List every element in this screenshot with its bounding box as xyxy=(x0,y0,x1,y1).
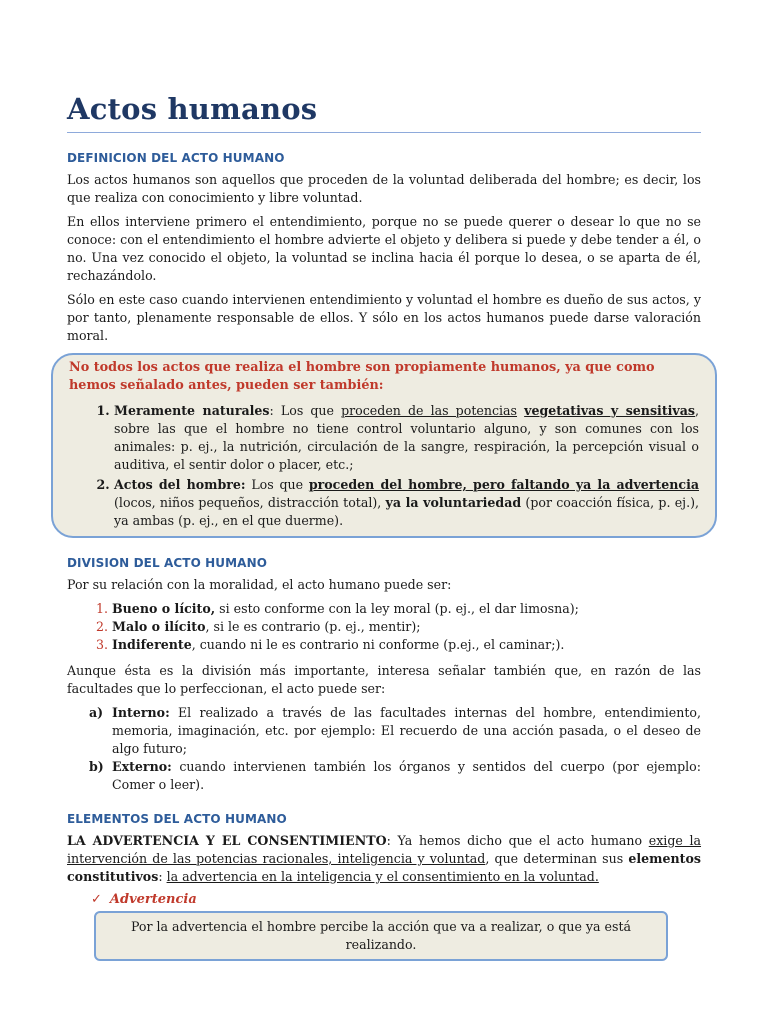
paragraph: Sólo en este caso cuando intervienen entendimiento y voluntad el hombre es dueño de sus actos, y por tanto, plenamente responsable de ellos. Y sólo en los actos humanos puede darse valoración moral. xyxy=(67,292,701,343)
list-item: b) Externo: cuando intervienen también los órganos y sentidos del cuerpo (por ejemplo: Comer o leer). xyxy=(89,759,701,792)
paragraph: LA ADVERTENCIA Y EL CONSENTIMIENTO: Ya hemos dicho que el acto humano exige la intervención de las potencias racionales, inteligencia y voluntad, que determinan sus elementos constitutivos: la advertencia en la inteligencia y el consentimiento en la voluntad. xyxy=(67,833,702,884)
list-item: 3. Indiferente, cuando ni le es contrario ni conforme (p.ej., el caminar;). xyxy=(112,636,701,654)
callout-box xyxy=(51,353,717,538)
term: Meramente naturales xyxy=(114,403,270,418)
document-page xyxy=(67,92,701,961)
callout-intro: No todos los actos que realiza el hombre son propiamente humanos, ya que como hemos señalado antes, pueden ser también: xyxy=(69,360,655,393)
advertencia-label: Advertencia xyxy=(109,892,197,907)
list-item: 2. Malo o ilícito, si le es contrario (p. ej., mentir); xyxy=(112,618,701,636)
page-title: Actos humanos xyxy=(67,92,701,133)
list-item: 1. Meramente naturales: Los que proceden de las potencias vegetativas y sensitivas, sobre las que el hombre no tiene control voluntario alguno, y son comunes con los animales: p. ej., la nutrición, circulación de la sangre, respiración, la percepción visual o auditiva, el sentir dolor o placer, etc.; xyxy=(114,402,699,474)
checklist-item xyxy=(91,892,701,907)
definition-box: Por la advertencia el hombre percibe la acción que va a realizar, o que ya está realizando. xyxy=(94,911,668,961)
checkmark-icon: ✓ xyxy=(91,892,102,907)
list-marker: b) xyxy=(89,759,104,774)
section-heading-division: DIVISION DEL ACTO HUMANO xyxy=(67,556,268,570)
paragraph: Los actos humanos son aquellos que proceden de la voluntad deliberada del hombre; es decir, los que realiza con conocimiento y libre voluntad. xyxy=(67,172,701,205)
list-item: 2. Actos del hombre: Los que proceden del hombre, pero faltando ya la advertencia (locos, niños pequeños, distracción total), ya la voluntariedad (por coacción física, p. ej.), ya ambas (p. ej., en el que duerme). xyxy=(114,476,699,530)
section-heading-definicion: DEFINICION DEL ACTO HUMANO xyxy=(67,151,285,165)
paragraph: En ellos interviene primero el entendimiento, porque no se puede querer o desear lo que no se conoce: con el entendimiento el hombre advierte el objeto y delibera si puede y debe tender a él, o no. Una vez conocido el objeto, la voluntad se inclina hacia él porque lo desea, o se aparta de él, rechazándolo. xyxy=(67,214,701,283)
list-item: 1. Bueno o lícito, si esto conforme con la ley moral (p. ej., el dar limosna); xyxy=(112,600,701,618)
list-marker: a) xyxy=(89,705,104,720)
lettered-list xyxy=(67,704,701,794)
morality-list xyxy=(67,600,701,654)
list-item: a) Interno: El realizado a través de las facultades internas del hombre, entendimiento, memoria, imaginación, etc. por ejemplo: El recuerdo de una acción pasada, o el deseo de algo futuro; xyxy=(89,705,701,756)
term: Actos del hombre: xyxy=(114,477,246,492)
numbered-list xyxy=(69,402,699,530)
paragraph: Aunque ésta es la división más importante, interesa señalar también que, en razón de las facultades que lo perfeccionan, el acto puede ser: xyxy=(67,663,701,696)
section-heading-elementos: ELEMENTOS DEL ACTO HUMANO xyxy=(67,812,287,826)
paragraph: Por su relación con la moralidad, el acto humano puede ser: xyxy=(67,577,452,592)
